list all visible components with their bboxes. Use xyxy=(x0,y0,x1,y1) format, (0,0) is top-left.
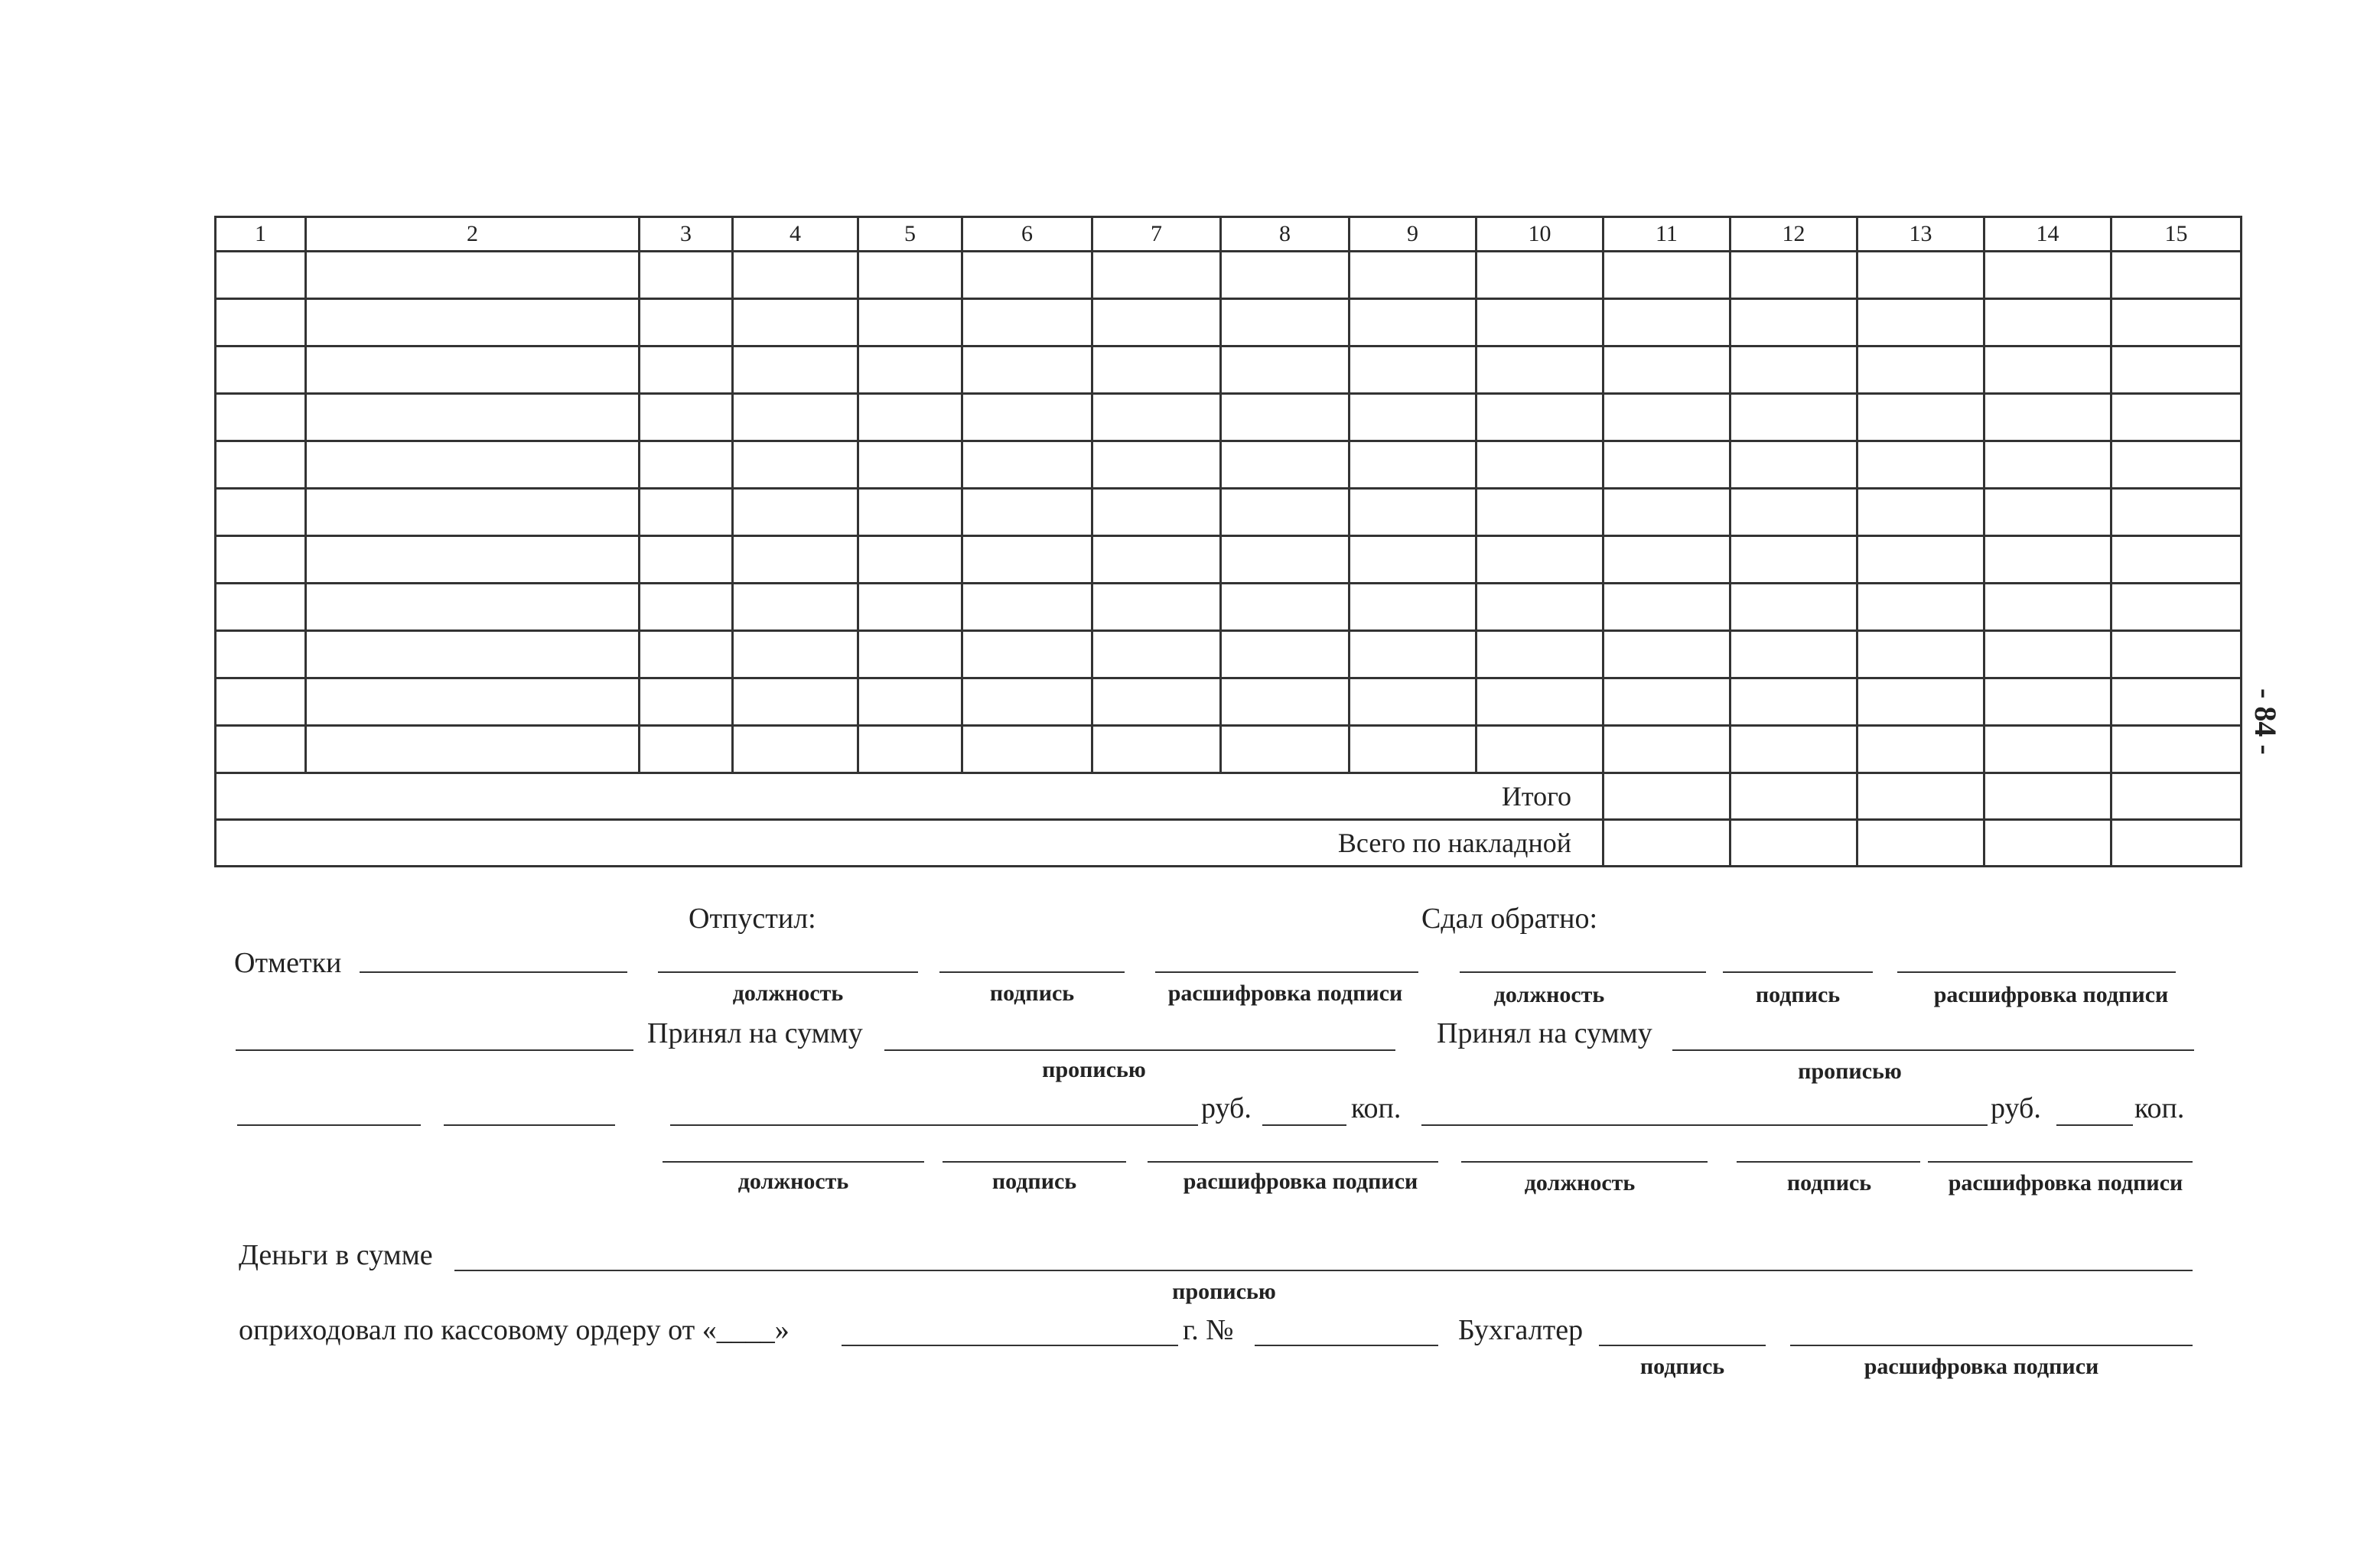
table-cell[interactable] xyxy=(1604,489,1730,536)
table-cell[interactable] xyxy=(1857,726,1984,773)
table-cell[interactable] xyxy=(1092,584,1221,631)
table-cell[interactable] xyxy=(733,441,858,489)
column-number: 1 xyxy=(216,217,306,252)
table-cell[interactable] xyxy=(1984,489,2111,536)
table-cell[interactable] xyxy=(640,726,733,773)
table-cell[interactable] xyxy=(640,631,733,678)
table-cell[interactable] xyxy=(733,299,858,346)
table-cell[interactable] xyxy=(216,678,306,726)
table-cell xyxy=(1984,773,2111,820)
table-cell[interactable] xyxy=(640,299,733,346)
table-cell[interactable] xyxy=(1730,584,1857,631)
table-cell[interactable] xyxy=(962,536,1092,584)
table-cell[interactable] xyxy=(858,394,962,441)
rubles-label: руб. xyxy=(1201,1092,1252,1124)
released-by-heading: Отпустил: xyxy=(689,903,816,935)
table-cell[interactable] xyxy=(1350,631,1477,678)
notes-line[interactable] xyxy=(444,1124,615,1126)
table-cell[interactable] xyxy=(2111,726,2242,773)
table-cell[interactable] xyxy=(1350,299,1477,346)
table-cell[interactable] xyxy=(1477,346,1604,394)
table-cell[interactable] xyxy=(1984,536,2111,584)
signature-caption: подпись xyxy=(1786,1170,1872,1196)
table-cell[interactable] xyxy=(1350,536,1477,584)
table-cell[interactable] xyxy=(962,678,1092,726)
table-cell[interactable] xyxy=(1857,346,1984,394)
in-words-caption: прописью xyxy=(1042,1057,1146,1082)
kopecks-label: коп. xyxy=(2134,1092,2185,1124)
column-number: 12 xyxy=(1730,217,1857,252)
accepted-amount-line[interactable] xyxy=(884,1049,1395,1051)
table-cell[interactable] xyxy=(1730,299,1857,346)
table-cell[interactable] xyxy=(858,299,962,346)
goods-table xyxy=(214,216,2242,867)
table-cell[interactable] xyxy=(306,441,640,489)
returned-decoding-line[interactable] xyxy=(1897,971,2176,973)
signature-decoding-caption: расшифровка подписи xyxy=(1864,1354,2099,1379)
table-cell[interactable] xyxy=(1477,252,1604,299)
table-cell[interactable] xyxy=(1092,394,1221,441)
table-cell[interactable] xyxy=(1221,726,1350,773)
table-cell[interactable] xyxy=(1857,299,1984,346)
year-number-label: г. № xyxy=(1183,1314,1234,1346)
signature-caption: подпись xyxy=(1755,982,1841,1007)
returned-position-line[interactable] xyxy=(1460,971,1706,973)
table-cell[interactable] xyxy=(858,536,962,584)
table-cell[interactable] xyxy=(1857,631,1984,678)
column-number-row xyxy=(216,217,2242,252)
table-cell[interactable] xyxy=(1984,441,2111,489)
table-cell[interactable] xyxy=(1092,726,1221,773)
table-cell[interactable] xyxy=(1604,678,1730,726)
table-cell xyxy=(1857,820,1984,867)
table-cell[interactable] xyxy=(962,252,1092,299)
table-cell[interactable] xyxy=(962,584,1092,631)
table-cell[interactable] xyxy=(1857,252,1984,299)
table-cell[interactable] xyxy=(216,536,306,584)
table-cell[interactable] xyxy=(2111,584,2242,631)
accepted-signature-line[interactable] xyxy=(943,1161,1126,1163)
table-cell[interactable] xyxy=(1604,252,1730,299)
table-cell[interactable] xyxy=(1604,394,1730,441)
table-cell[interactable] xyxy=(962,346,1092,394)
table-cell[interactable] xyxy=(1984,631,2111,678)
returned-by-heading: Сдал обратно: xyxy=(1421,903,1598,935)
column-number: 5 xyxy=(858,217,962,252)
table-cell[interactable] xyxy=(1477,726,1604,773)
table-cell[interactable] xyxy=(306,299,640,346)
table-cell[interactable] xyxy=(858,489,962,536)
table-cell[interactable] xyxy=(216,394,306,441)
empty-rows xyxy=(216,252,2242,773)
table-cell[interactable] xyxy=(1477,489,1604,536)
table-cell[interactable] xyxy=(1604,346,1730,394)
table-cell[interactable] xyxy=(306,631,640,678)
table-cell[interactable] xyxy=(733,489,858,536)
table-cell[interactable] xyxy=(640,441,733,489)
column-number: 2 xyxy=(306,217,640,252)
returned-signature-line[interactable] xyxy=(1723,971,1873,973)
signature-caption: подпись xyxy=(1639,1354,1725,1379)
table-cell[interactable] xyxy=(306,584,640,631)
table-cell[interactable] xyxy=(1857,441,1984,489)
released-decoding-line[interactable] xyxy=(1155,971,1418,973)
table-row xyxy=(216,252,2242,299)
amount-line[interactable] xyxy=(670,1124,1198,1126)
table-cell[interactable] xyxy=(1604,584,1730,631)
signature-decoding-caption: расшифровка подписи xyxy=(1948,1170,2183,1196)
notes-line[interactable] xyxy=(360,971,627,973)
column-number: 8 xyxy=(1221,217,1350,252)
table-cell[interactable] xyxy=(1221,536,1350,584)
accepted-decoding-line[interactable] xyxy=(1928,1161,2193,1163)
table-cell[interactable] xyxy=(1221,346,1350,394)
table-cell[interactable] xyxy=(1221,489,1350,536)
table-cell[interactable] xyxy=(1984,584,2111,631)
table-cell[interactable] xyxy=(2111,631,2242,678)
table-cell[interactable] xyxy=(216,346,306,394)
in-words-caption: прописью xyxy=(1798,1059,1902,1084)
table-cell[interactable] xyxy=(640,584,733,631)
released-position-line[interactable] xyxy=(658,971,918,973)
table-cell xyxy=(1730,773,1857,820)
column-number: 15 xyxy=(2111,217,2242,252)
table-row xyxy=(216,726,2242,773)
table-cell[interactable] xyxy=(1092,536,1221,584)
table-row xyxy=(216,441,2242,489)
table-cell[interactable] xyxy=(1984,252,2111,299)
table-cell[interactable] xyxy=(1350,489,1477,536)
table-cell[interactable] xyxy=(858,346,962,394)
table-cell xyxy=(1984,820,2111,867)
table-cell[interactable] xyxy=(1730,252,1857,299)
table-cell[interactable] xyxy=(1477,678,1604,726)
table-cell xyxy=(1604,820,1730,867)
signature-decoding-caption: расшифровка подписи xyxy=(1167,981,1403,1006)
accepted-position-line[interactable] xyxy=(1461,1161,1708,1163)
table-cell[interactable] xyxy=(216,726,306,773)
table-cell[interactable] xyxy=(1857,394,1984,441)
table-cell[interactable] xyxy=(306,536,640,584)
signature-decoding-caption: расшифровка подписи xyxy=(1183,1169,1418,1194)
table-cell[interactable] xyxy=(1221,299,1350,346)
table-cell[interactable] xyxy=(2111,299,2242,346)
table-cell[interactable] xyxy=(1857,584,1984,631)
table-cell[interactable] xyxy=(1984,726,2111,773)
column-number: 13 xyxy=(1857,217,1984,252)
signature-caption: подпись xyxy=(991,1169,1077,1194)
table-row xyxy=(216,678,2242,726)
table-cell[interactable] xyxy=(733,346,858,394)
table-cell[interactable] xyxy=(1730,441,1857,489)
rubles-label: руб. xyxy=(1991,1092,2041,1124)
table-cell[interactable] xyxy=(1092,489,1221,536)
accepted-amount-label: Принял на сумму xyxy=(1437,1017,1652,1049)
table-cell[interactable] xyxy=(1730,489,1857,536)
table-cell[interactable] xyxy=(858,726,962,773)
table-cell[interactable] xyxy=(216,252,306,299)
table-cell[interactable] xyxy=(733,726,858,773)
signature-decoding-caption: расшифровка подписи xyxy=(1933,982,2169,1007)
money-amount-line[interactable] xyxy=(454,1270,2193,1271)
table-cell[interactable] xyxy=(640,678,733,726)
table-cell xyxy=(1604,773,1730,820)
released-signature-line[interactable] xyxy=(939,971,1125,973)
accountant-signature-line[interactable] xyxy=(1599,1345,1766,1346)
table-cell[interactable] xyxy=(1092,346,1221,394)
table-cell[interactable] xyxy=(1730,631,1857,678)
table-cell[interactable] xyxy=(306,394,640,441)
table-cell[interactable] xyxy=(1984,299,2111,346)
kopecks-label: коп. xyxy=(1351,1092,1402,1124)
table-cell[interactable] xyxy=(640,394,733,441)
column-number: 9 xyxy=(1350,217,1477,252)
notes-line[interactable] xyxy=(236,1049,633,1051)
table-cell[interactable] xyxy=(2111,441,2242,489)
table-cell[interactable] xyxy=(1857,678,1984,726)
table-cell[interactable] xyxy=(1477,536,1604,584)
table-cell[interactable] xyxy=(733,394,858,441)
kopecks-line[interactable] xyxy=(2056,1124,2133,1126)
table-cell[interactable] xyxy=(1730,346,1857,394)
kopecks-line[interactable] xyxy=(1262,1124,1346,1126)
table-cell[interactable] xyxy=(2111,252,2242,299)
table-cell[interactable] xyxy=(1350,726,1477,773)
table-cell[interactable] xyxy=(858,252,962,299)
table-cell[interactable] xyxy=(858,678,962,726)
table-cell[interactable] xyxy=(962,726,1092,773)
table-cell[interactable] xyxy=(1350,394,1477,441)
accountant-label: Бухгалтер xyxy=(1458,1314,1584,1346)
money-amount-label: Деньги в сумме xyxy=(239,1239,433,1271)
table-cell[interactable] xyxy=(1604,441,1730,489)
table-cell[interactable] xyxy=(1221,631,1350,678)
column-number: 10 xyxy=(1477,217,1604,252)
table-cell[interactable] xyxy=(216,299,306,346)
table-cell[interactable] xyxy=(1604,631,1730,678)
column-number: 3 xyxy=(640,217,733,252)
in-words-caption: прописью xyxy=(1172,1279,1276,1304)
table-cell xyxy=(2111,773,2242,820)
table-cell[interactable] xyxy=(306,726,640,773)
notes-line[interactable] xyxy=(237,1124,421,1126)
table-cell[interactable] xyxy=(1857,536,1984,584)
table-row xyxy=(216,631,2242,678)
table-cell[interactable] xyxy=(306,252,640,299)
amount-line[interactable] xyxy=(1421,1124,1988,1126)
column-number: 14 xyxy=(1984,217,2111,252)
total-row xyxy=(216,773,2242,820)
column-number: 7 xyxy=(1092,217,1221,252)
table-cell[interactable] xyxy=(216,631,306,678)
position-caption: должность xyxy=(732,981,844,1006)
table-cell[interactable] xyxy=(2111,394,2242,441)
table-cell[interactable] xyxy=(733,631,858,678)
table-cell[interactable] xyxy=(733,536,858,584)
table-row xyxy=(216,394,2242,441)
table-cell[interactable] xyxy=(216,441,306,489)
cash-order-label: оприходовал по кассовому ордеру от «____» xyxy=(239,1314,790,1346)
accepted-signature-line[interactable] xyxy=(1737,1161,1920,1163)
grand-total-row xyxy=(216,820,2242,867)
table-cell[interactable] xyxy=(1730,536,1857,584)
table-cell[interactable] xyxy=(858,584,962,631)
table-cell[interactable] xyxy=(1221,584,1350,631)
position-caption: должность xyxy=(1524,1170,1636,1196)
table-cell[interactable] xyxy=(640,346,733,394)
accepted-position-line[interactable] xyxy=(663,1161,924,1163)
column-number: 4 xyxy=(733,217,858,252)
table-cell[interactable] xyxy=(306,346,640,394)
cash-order-date-line[interactable] xyxy=(842,1345,1178,1346)
table-cell[interactable] xyxy=(1477,299,1604,346)
table-cell[interactable] xyxy=(1604,726,1730,773)
table-cell[interactable] xyxy=(962,631,1092,678)
table-cell[interactable] xyxy=(2111,489,2242,536)
table-cell[interactable] xyxy=(1350,346,1477,394)
table-cell[interactable] xyxy=(858,441,962,489)
table-cell[interactable] xyxy=(733,678,858,726)
table-cell[interactable] xyxy=(1984,394,2111,441)
table-cell[interactable] xyxy=(1604,299,1730,346)
accepted-amount-label: Принял на сумму xyxy=(647,1017,863,1049)
table-cell[interactable] xyxy=(1092,678,1221,726)
table-cell[interactable] xyxy=(962,489,1092,536)
table-row xyxy=(216,346,2242,394)
table-row xyxy=(216,536,2242,584)
cash-order-number-line[interactable] xyxy=(1255,1345,1438,1346)
table-cell[interactable] xyxy=(1092,631,1221,678)
table-cell[interactable] xyxy=(640,536,733,584)
column-number: 11 xyxy=(1604,217,1730,252)
table-cell[interactable] xyxy=(1221,394,1350,441)
table-row xyxy=(216,299,2242,346)
table-cell[interactable] xyxy=(1350,441,1477,489)
table-cell[interactable] xyxy=(2111,536,2242,584)
table-cell[interactable] xyxy=(216,489,306,536)
table-cell[interactable] xyxy=(1604,536,1730,584)
column-number: 6 xyxy=(962,217,1092,252)
table-cell[interactable] xyxy=(962,299,1092,346)
table-cell[interactable] xyxy=(1350,678,1477,726)
table-cell[interactable] xyxy=(962,441,1092,489)
table-cell[interactable] xyxy=(1477,631,1604,678)
position-caption: должность xyxy=(1493,982,1605,1007)
table-cell[interactable] xyxy=(1984,678,2111,726)
table-cell[interactable] xyxy=(1730,394,1857,441)
table-cell[interactable] xyxy=(306,678,640,726)
table-cell[interactable] xyxy=(1730,726,1857,773)
table-cell xyxy=(1857,773,1984,820)
table-cell[interactable] xyxy=(1477,394,1604,441)
position-caption: должность xyxy=(737,1169,849,1194)
table-cell[interactable] xyxy=(1092,299,1221,346)
table-cell[interactable] xyxy=(733,584,858,631)
table-cell xyxy=(2111,820,2242,867)
table-cell[interactable] xyxy=(1857,489,1984,536)
signature-caption: подпись xyxy=(989,981,1075,1006)
table-row xyxy=(216,489,2242,536)
page-number: - 84 - xyxy=(2248,688,2283,755)
table-cell[interactable] xyxy=(1092,252,1221,299)
table-cell[interactable] xyxy=(1984,346,2111,394)
table-cell[interactable] xyxy=(962,394,1092,441)
table-cell[interactable] xyxy=(1477,441,1604,489)
table-cell[interactable] xyxy=(1730,678,1857,726)
table-cell[interactable] xyxy=(858,631,962,678)
table-cell[interactable] xyxy=(1477,584,1604,631)
total-label: Итого xyxy=(216,773,1604,820)
table-cell[interactable] xyxy=(1221,252,1350,299)
table-row xyxy=(216,584,2242,631)
table-cell[interactable] xyxy=(1221,441,1350,489)
table-cell[interactable] xyxy=(1350,252,1477,299)
table-cell[interactable] xyxy=(306,489,640,536)
table-cell[interactable] xyxy=(1350,584,1477,631)
table-cell[interactable] xyxy=(216,584,306,631)
table-cell[interactable] xyxy=(640,252,733,299)
accountant-decoding-line[interactable] xyxy=(1790,1345,2193,1346)
table-cell[interactable] xyxy=(733,252,858,299)
table-cell xyxy=(1730,820,1857,867)
accepted-decoding-line[interactable] xyxy=(1148,1161,1438,1163)
table-cell[interactable] xyxy=(2111,678,2242,726)
table-cell[interactable] xyxy=(1221,678,1350,726)
accepted-amount-line[interactable] xyxy=(1672,1049,2194,1051)
grand-total-label: Всего по накладной xyxy=(216,820,1604,867)
notes-label: Отметки xyxy=(234,947,342,979)
table-cell[interactable] xyxy=(640,489,733,536)
table-cell[interactable] xyxy=(1092,441,1221,489)
table-cell[interactable] xyxy=(2111,346,2242,394)
